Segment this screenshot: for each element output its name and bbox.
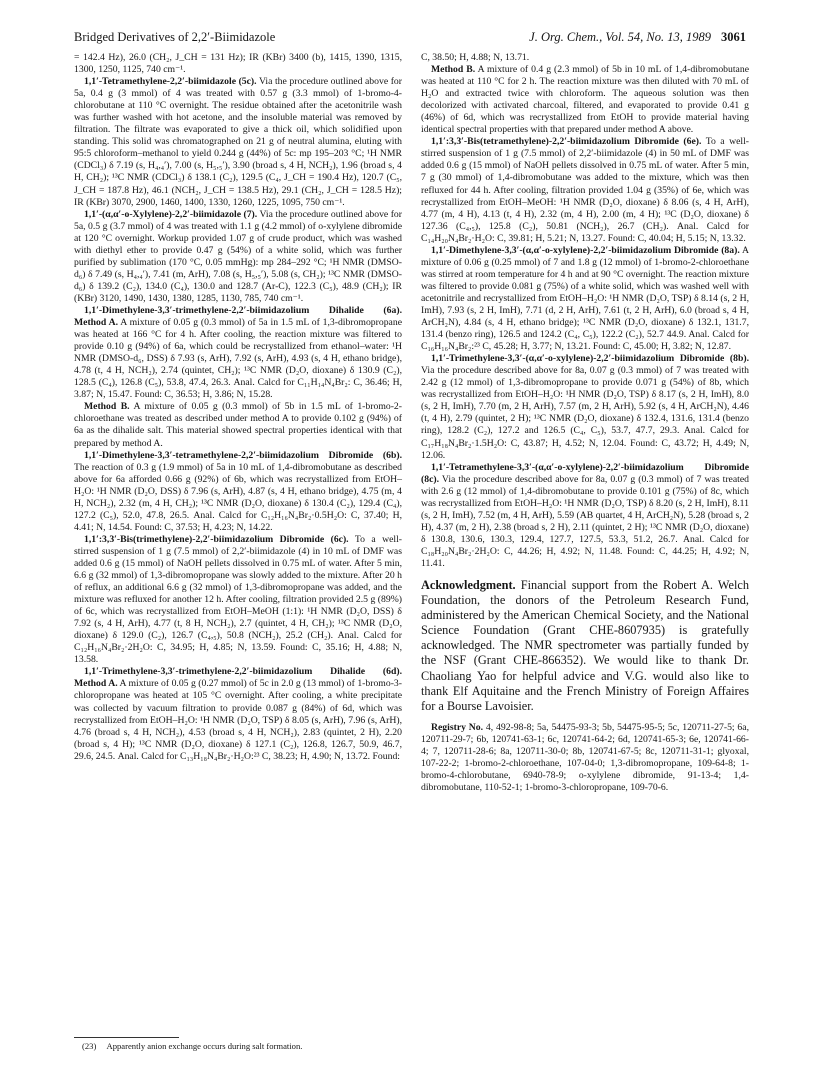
paragraph-text: Via the procedure described above for 8a, 0.07 g (0.3 mmol) of 7 was treated with 2.6 g (12 mmol) of 1,4-dibromobutane to provide 0.101 g (75%) of 8c, which was recrystallized from EtOH–H₂O: ¹H NMR (D₂O, TSP) δ 8.20 (s, 2 H, ImH), 8.11 (s, 2 H, ImH), 7.52 (m, 4 H, ArH), 5.59 (AB quartet, 4 H, ArCH₂N), 5.28 (broad s, 2 H), 4.37 (m, 2 H), 2.38 (broad s, 2 H), 2.11 (quintet, 2 H); ¹³C NMR (D₂O, dioxane) δ 130.8, 130.6, 130.3, 129.4, 127.7, 127.5, 53.3, 51.2, 26.7. Anal. Calcd for C₁₈H₂₀N₄Br₂·2H₂O: C, 44.26; H, 4.92; N, 11.48. Found: C, 44.25; H, 4.92; N, 11.41. xyxy=(421,473,749,569)
compound-heading: Method B. xyxy=(431,64,476,76)
footnote xyxy=(74,1041,402,1052)
acknowledgment-title: Acknowledgment. xyxy=(421,578,516,593)
procedure-paragraph xyxy=(74,305,402,401)
procedure-paragraph xyxy=(74,76,402,209)
acknowledgment-body: Financial support from the Robert A. Welch Foundation, the donors of the Petroleum Research Fund, administered by the American Chemical Society, and the National Science Foundation (Grant CHE-8607935) is gratefully acknowledged. The NMR spectrometer was partially funded by the NSF (Grant CHE-866352). We would like to thank Dr. Chaoliang Yao for helpful advice and V.G. would also like to thank Elf Aquitaine and the French Ministry of Foreign Affaires for a Bourse Lavoisier. xyxy=(421,578,749,713)
procedure-paragraph xyxy=(421,353,749,461)
procedure-paragraph xyxy=(421,64,749,136)
procedure-paragraph xyxy=(74,401,402,449)
paragraph-text: = 142.4 Hz), 26.0 (CH₂, J_CH = 131 Hz); IR (KBr) 3400 (b), 1415, 1390, 1315, 1300, 1250, 1125, 740 cm⁻¹. xyxy=(74,52,402,76)
procedure-paragraph xyxy=(74,666,402,762)
procedure-paragraph xyxy=(74,450,402,534)
paragraph-text: A mixture of 0.4 g (2.3 mmol) of 5b in 10 mL of 1,4-dibromobutane was heated at 110 °C for 2 h. The reaction mixture was then diluted with 70 mL of H₂O and extracted twice with chloroform. The aqueous solution was then decolorized with activated charcoal, filtered, and evaporated to provide 0.41 g (46%) of 6d, which was recrystallized from EtOH to provide material having identical spectral properties with that prepared under method A above. xyxy=(421,64,749,136)
registry-title: Registry No. xyxy=(431,721,484,733)
compound-heading: 1,1′:3,3′-Bis(tetramethylene)-2,2′-biimidazolium Dibromide (6e). xyxy=(431,136,702,148)
registry-body: 4, 492-98-8; 5a, 54475-93-3; 5b, 54475-95-5; 5c, 120711-27-5; 6a, 120711-29-7; 6b, 120741-63-1; 6c, 120741-64-2; 6d, 120741-65-3; 6e, 120741-66-4; 7, 120711-28-6; 8a, 120711-30-0; 8b, 120741-67-5; 8c, 120711-31-1; glyoxal, 107-22-2; 1-bromo-2-chloroethane, 107-04-0; 1,3-dibromopropane, 109-64-8; 1-bromo-4-chlorobutane, 6940-78-9; o-xylylene dibromide, 91-13-4; 1,4-dibromobutane, 110-52-1; 1-bromo-3-chloropropane, 109-70-6. xyxy=(421,721,750,794)
compound-heading: 1,1′-Trimethylene-3,3′-(α,α′-o-xylylene)-2,2′-biimidazolium Dibromide (8b). xyxy=(431,353,749,365)
paragraph-text: Via the procedure outlined above for 5a, 0.4 g (3 mmol) of 4 was treated with 0.57 g (3.3 mmol) of 1-bromo-4-chlorobutane at 110 °C overnight. The residue obtained after the acetonitrile wash was further washed with hot acetone, and the insoluble material was removed by filtration. The filtrate was evaporated to give a thick oil, which solidified upon standing. This solid was chromatographed on 21 g of neutral alumina, eluting with 95:5 chloroform–methanol to yield 0.244 g (44%) of 5c: mp 195–203 °C; ¹H NMR (CDCl₃) δ 7.19 (s, H₄,₄′), 7.00 (s, H₅,₅′), 3.90 (broad s, 4 H, NCH₂), 1.96 (broad s, 4 H, CH₂); ¹³C NMR (CDCl₃) δ 138.1 (C₂), 129.5 (C₄, J_CH = 190.4 Hz), 120.7 (C₅, J_CH = 187.8 Hz), 46.1 (NCH₂, J_CH = 138.5 Hz), 29.1 (CH₂, J_CH = 128.5 Hz); IR (KBr) 3070, 2900, 1460, 1400, 1330, 1260, 1225, 1095, 750 cm⁻¹. xyxy=(74,76,403,208)
right-column xyxy=(421,52,749,794)
paragraph-text: Via the procedure outlined above for 5a, 0.5 g (3.7 mmol) of 4 was treated with 1.1 g (4.2 mmol) of o-xylylene dibromide at 120 °C overnight. Workup provided 1.07 g of crude product, which was washed with diethyl ether to provide 0.47 g (54%) of a white solid, which was further purified by sublimation (170 °C, 0.05 mmHg): mp 284–292 °C; ¹H NMR (DMSO-d₆) δ 7.49 (s, H₄,₄′), 7.41 (m, ArH), 7.08 (s, H₅,₅′), 5.08 (s, CH₂); ¹³C NMR (DMSO-d₆) δ 139.2 (C₂), 134.0 (C₄), 130.0 and 128.7 (Ar-C), 122.3 (C₅), 48.9 (CH₂); IR (KBr) 3120, 1490, 1430, 1380, 1285, 1130, 785, 740 cm⁻¹. xyxy=(74,208,402,304)
procedure-paragraph xyxy=(74,209,402,305)
compound-heading: 1,1′-Tetramethylene-2,2′-biimidazole (5c). xyxy=(84,76,257,88)
paragraph-text: A mixture of 0.05 g (0.27 mmol) of 5c in 2.0 g (13 mmol) of 1-bromo-3-chloropropane was heated at 105 °C overnight. After cooling, a white precipitate was collected by vacuum filtration to provide 0.087 g (84%) of 6d, which was recrystallized from EtOH–H₂O: ¹H NMR (D₂O, TSP) δ 8.05 (s, ArH), 7.96 (s, ArH), 4.76 (broad s, 4 H, NCH₂), 4.53 (broad s, 4 H, NCH₂), 2.83 (quintet, 2 H), 2.20 (broad s, 4 H); ¹³C NMR (D₂O, dioxane) δ 127.1 (C₂), 126.8, 126.7, 50.9, 46.7, 29.6, 24.5. Anal. Calcd for C₁₃H₁₈N₄Br₂·H₂O:²³ C, 38.23; H, 4.90; N, 13.72. Found: xyxy=(74,678,402,762)
paragraph-text: To a well-stirred suspension of 1 g (7.5 mmol) of 2,2′-biimidazole (4) in 50 mL of DMF was added 0.6 g (15 mmol) of NaOH pellets dissolved in 0.75 mL of water. After 5 min, 7 g (30 mmol) of 1,4-dibromobutane was added to the mixture, which was then refluxed for 44 h. After cooling, filtration provided 1.04 g (35%) of 6e, which was recrystallized from EtOH–MeOH: ¹H NMR (D₂O, dioxane) δ 8.06 (s, 4 H, ArH), 4.77 (m, 4 H), 4.13 (t, 4 H), 2.32 (m, 4 H), 2.00 (m, 4 H); ¹³C (D₂O, dioxane) δ 127.36 (C₄,₅), 125.8 (C₂), 50.81 (NCH₂), 26.7 (CH₂). Anal. Calcd for C₁₄H₂₀N₄Br₂·H₂O: C, 39.81; H, 5.21; N, 13.27. Found: C, 40.04; H, 5.15; N, 13.32. xyxy=(421,136,749,244)
paragraph-text: A mixture of 0.05 g (0.3 mmol) of 5a in 1.5 mL of 1,3-dibromopropane was heated at 166 °C for 4 h. After cooling, the reaction mixture was filtered to provide 0.10 g (94%) of 6a, which could be recrystallized from ethanol–water: ¹H NMR (DMSO-d₆, DSS) δ 7.93 (s, ArH), 7.92 (s, ArH), 4.93 (s, 4 H, ethano bridge), 4.78 (t, 4 H, NCH₂), 2.74 (quintet, CH₂); ¹³C NMR (D₂O, dioxane) δ 130.9 (C₂), 128.5 (C₄), 126.8 (C₅), 53.8, 47.4, 26.3. Anal. Calcd for C₁₁H₁₄N₄Br₂: C, 36.46; H, 3.87; N, 15.47. Found: C, 36.53; H, 3.86; N, 15.28. xyxy=(74,317,402,401)
registry-paragraph xyxy=(421,722,749,794)
procedure-paragraph xyxy=(74,52,402,76)
compound-heading: 1,1′-Dimethylene-3,3′-(α,α′-o-xylylene)-2,2′-biimidazolium Dibromide (8a). xyxy=(431,244,740,256)
procedure-paragraph xyxy=(421,136,749,244)
paragraph-text: C, 38.50; H, 4.88; N, 13.71. xyxy=(421,52,530,63)
procedure-paragraph xyxy=(421,462,749,570)
acknowledgment-paragraph xyxy=(421,578,749,714)
page-number: 3061 xyxy=(721,30,746,44)
compound-heading: 1,1′-Dimethylene-3,3′-trimethylene-2,2′-biimidazolium Dihalide (6a). Method A. xyxy=(74,304,402,329)
journal-name: J. Org. Chem., Vol. 54, No. 13, 1989 xyxy=(529,30,711,44)
procedure-paragraph xyxy=(421,245,749,353)
paragraph-text: Via the procedure described above for 8a, 0.07 g (0.3 mmol) of 7 was treated with 2.42 g (12 mmol) of 1,3-dibromopropane to provide 0.071 g (54%) of 8b, which was recrystallized from EtOH–H₂O: ¹H NMR (D₂O, TSP) δ 8.17 (s, 2 H, ImH), 8.0 (s, 2 H, ImH), 7.70 (m, 2 H, ArH), 7.57 (m, 2 H, ArH), 5.92 (s, 4 H, ArCH₂N), 4.46 (t, 4 H), 2.79 (quintet, 2 H); ¹³C NMR (D₂O, dioxane) δ 132.4, 131.6, 131.4 (benzo ring), 128.2 (C₂), 127.2 and 126.5 (C₄, C₅), 53.7, 47.7, 29.3. Anal. Calcd for C₁₇H₁₈N₄Br₂·1.5H₂O: C, 43.87; H, 4.52; N, 12.04. Found: C, 43.72; H, 4.49; N, 12.06. xyxy=(421,365,749,461)
journal-citation xyxy=(529,28,746,46)
paragraph-text: A mixture of 0.05 g (0.3 mmol) of 5b in 1.5 mL of 1-bromo-2-chloroethane was treated as described under method A to provide 0.102 g (94%) of 6a as the dihalide salt. This material showed spectral properties identical with that prepared by method A. xyxy=(74,401,402,449)
paragraph-text: A mixture of 0.06 g (0.25 mmol) of 7 and 1.8 g (12 mmol) of 1-bromo-2-chloroethane was stirred at room temperature for 4 h and at 90 °C overnight. The reaction mixture was filtered to provide 0.081 g (75%) of a white solid, which was washed well with acetonitrile and recrystallized from EtOH–H₂O: ¹H NMR (D₂O, TSP) δ 8.14 (s, 2 H, ImH), 7.93 (s, 2 H, ImH), 7.71 (d, 2 H, ArH), 7.61 (t, 2 H, ArH), 6.0 (broad s, 4 H, ArCH₂N), 4.84 (s, 4 H, ethano bridge); ¹³C NMR (D₂O, dioxane) δ 132.1, 131.7, 131.4 (benzo ring), 126.5 and 124.2 (C₄, C₅), 122.2 (C₂), 52.7 44.9. Anal. Calcd for C₁₆H₁₆N₄Br₂:²³ C, 45.28; H, 3.77; N, 13.21. Found: C, 45.00; H, 3.82; N, 12.87. xyxy=(421,244,749,353)
footnote-rule xyxy=(74,1037,179,1038)
compound-heading: 1,1′-(α,α′-o-Xylylene)-2,2′-biimidazole (7). xyxy=(84,208,258,220)
compound-heading: 1,1′:3,3′-Bis(trimethylene)-2,2′-biimidazolium Dibromide (6c). xyxy=(84,533,349,545)
paragraph-text: The reaction of 0.3 g (1.9 mmol) of 5a in 10 mL of 1,4-dibromobutane as described above for 6a afforded 0.66 g (92%) of 6b, which was recrystallized from EtOH–H₂O: ¹H NMR (D₂O, DSS) δ 7.96 (s, ArH), 4.87 (s, 4 H, ethano bridge), 4.75 (m, 4 H, NCH₂), 2.32 (m, 4 H, CH₂); ¹³C NMR (D₂O, dioxane) δ 130.4 (C₂), 129.4 (C₄), 127.2 (C₅), 52.0, 47.8, 26.5. Anal. Calcd for C₁₂H₁₆N₄Br₂·0.5H₂O: C, 37.40; H, 4.41; N, 14.54. Found: C, 37.53; H, 4.23; N, 14.22. xyxy=(74,461,402,533)
compound-heading: 1,1′-Dimethylene-3,3′-tetramethylene-2,2′-biimidazolium Dibromide (6b). xyxy=(84,449,402,461)
procedure-paragraph xyxy=(74,534,402,667)
running-title: Bridged Derivatives of 2,2′-Biimidazole xyxy=(74,30,276,44)
compound-heading: Method B. xyxy=(84,401,130,413)
page-header xyxy=(74,28,746,46)
footnote-marker: (23) xyxy=(82,1041,97,1051)
procedure-paragraph xyxy=(421,52,749,64)
compound-heading: 1,1′-Trimethylene-3,3′-trimethylene-2,2′-biimidazolium Dihalide (6d). Method A. xyxy=(74,666,402,690)
footnote-text: Apparently anion exchange occurs during salt formation. xyxy=(106,1041,303,1051)
right-column-paragraphs xyxy=(421,52,749,570)
left-column xyxy=(74,52,402,763)
paragraph-text: To a well-stirred suspension of 1 g (7.5 mmol) of 2,2′-biimidazole (4) in 10 mL of DMF was added 0.6 g (15 mmol) of NaOH pellets dissolved in 0.75 mL of water. After 5 min, 6.6 g (32 mmol) of 1,3-dibromopropane was slowly added to the mixture. After 20 h of reflux, an additional 6.6 g (32 mmol) of 1,3-dibromopropane was added, and the mixture was refluxed for another 12 h. After cooling, filtration provided 2.5 g (89%) of 6c, which was recrystallized from EtOH–MeOH (1:1): ¹H NMR (D₂O, DSS) δ 7.92 (s, 4 H, ArH), 4.77 (t, 8 H, NCH₂), 2.7 (quintet, 4 H, CH₂); ¹³C NMR (D₂O, dioxane) δ 129.0 (C₂), 126.7 (C₄,₅), 50.8 (NCH₂), 25.2 (CH₂). Anal. Calcd for C₁₂H₁₆N₄Br₂·2H₂O: C, 34.95; H, 4.85; N, 13.59. Found: C, 35.16; H, 4.88; N, 13.58. xyxy=(74,533,402,666)
compound-heading: 1,1′-Tetramethylene-3,3′-(α,α′-o-xylylene)-2,2′-biimidazolium Dibromide (8c). xyxy=(421,461,749,485)
